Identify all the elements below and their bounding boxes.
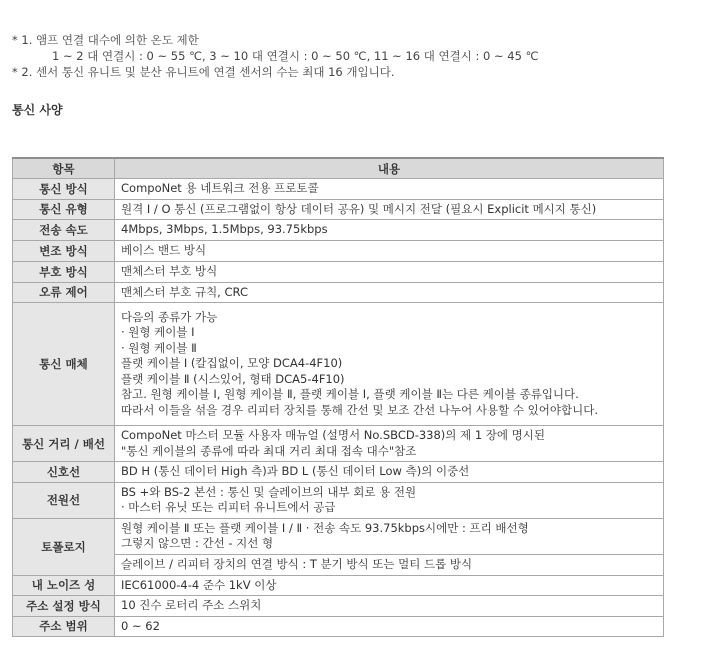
table-row (13, 596, 664, 617)
row-value (115, 554, 664, 575)
value-line: 슬레이브 / 리피터 장치의 연결 방식 : T 분기 방식 또는 멀티 드롭 방식 (121, 556, 473, 571)
value-line: BD H (통신 데이터 High 측)과 BD L (통신 데이터 Low 측)의 이중선 (121, 464, 470, 478)
value-line: CompoNet 마스터 모듈 사용자 매뉴얼 (설명서 No.SBCD-338)의 제 1 장에 명시된 (121, 428, 545, 442)
row-value (115, 462, 664, 483)
row-label: 내 노이즈 성 (13, 575, 115, 596)
row-label: 통신 방식 (13, 179, 115, 200)
row-label: 변조 방식 (13, 240, 115, 261)
table-row (13, 199, 664, 220)
table-row (13, 240, 664, 261)
table-row (13, 426, 664, 462)
value-line: 다음의 종류가 가능 (121, 309, 218, 324)
row-value (115, 596, 664, 617)
value-line: 맨체스터 부호 규칙, CRC (121, 284, 248, 299)
row-label: 통신 거리 / 배선 (13, 426, 115, 462)
header-item: 항목 (13, 158, 115, 179)
table-row (13, 261, 664, 282)
row-value (115, 426, 664, 462)
value-line: 맨체스터 부호 방식 (121, 263, 218, 278)
note-2: * 2. 센서 통신 유니트 및 분산 유니트에 연결 센서의 수는 최대 16 개입니다. (12, 65, 395, 79)
row-label: 부호 방식 (13, 261, 115, 282)
table-row (13, 616, 664, 637)
value-line: · 원형 케이블 Ⅰ (121, 325, 195, 340)
note-1-detail: 1 ~ 2 대 연결시 : 0 ~ 55 ℃, 3 ~ 10 대 연결시 : 0 ~ 50 ℃, 11 ~ 16 대 연결시 : 0 ~ 45 ℃ (52, 49, 539, 63)
value-line: 참고. 원형 케이블 Ⅰ, 원형 케이블 Ⅱ, 플랫 케이블 Ⅰ, 플랫 케이블 Ⅱ는 다른 케이블 종류입니다. (121, 387, 579, 402)
row-value (115, 482, 664, 518)
value-line: 그렇지 않으면 : 간선 - 지선 형 (121, 536, 274, 550)
table-row (13, 179, 664, 200)
section-title: 통신 사양 (12, 103, 63, 117)
row-label: 오류 제어 (13, 282, 115, 303)
table-row (13, 220, 664, 241)
row-value (115, 220, 664, 241)
row-value (115, 303, 664, 426)
row-value (115, 616, 664, 637)
value-line: 따라서 이들을 섞을 경우 리피터 장치를 통해 간선 및 보조 간선 나누어 사용할 수 있어야합니다. (121, 402, 598, 417)
row-label: 통신 매체 (13, 303, 115, 426)
value-line: · 마스터 유닛 또는 리피터 유니트에서 공급 (121, 500, 336, 514)
row-value (115, 199, 664, 220)
table-body (13, 179, 664, 637)
row-label: 전송 속도 (13, 220, 115, 241)
row-value (115, 240, 664, 261)
row-label: 토폴로지 (13, 518, 115, 575)
footnotes (12, 32, 539, 80)
table-row (13, 518, 664, 554)
value-line: 원형 케이블 Ⅱ 또는 플랫 케이블 Ⅰ / Ⅱ · 전송 속도 93.75kbps시에만 : 프리 배선형 (121, 520, 529, 535)
value-line: · 원형 케이블 Ⅱ (121, 340, 197, 355)
row-label: 주소 설정 방식 (13, 596, 115, 617)
value-line: 4Mbps, 3Mbps, 1.5Mbps, 93.75kbps (121, 222, 328, 236)
table-row (13, 482, 664, 518)
table-row (13, 282, 664, 303)
value-line: 10 진수 로터리 주소 스위치 (121, 598, 262, 612)
row-value (115, 261, 664, 282)
row-label: 통신 유형 (13, 199, 115, 220)
header-content: 내용 (115, 158, 664, 179)
value-line: "통신 케이블의 종류에 따라 최대 거리 최대 접속 대수"참조 (121, 443, 417, 458)
row-label: 전원선 (13, 482, 115, 518)
row-value (115, 575, 664, 596)
table-row (13, 303, 664, 426)
table-header-row (13, 158, 664, 179)
table-row (13, 575, 664, 596)
row-value (115, 282, 664, 303)
value-line: 베이스 밴드 방식 (121, 242, 207, 257)
value-line: 0 ~ 62 (121, 618, 160, 633)
value-line: 플랫 케이블 Ⅰ (칼집없이, 모양 DCA4-4F10) (121, 356, 343, 371)
row-value (115, 179, 664, 200)
note-1: * 1. 앰프 연결 대수에 의한 온도 제한 (12, 33, 199, 47)
table-row (13, 462, 664, 483)
row-label: 주소 범위 (13, 616, 115, 637)
value-line: CompoNet 용 네트워크 전용 프로토콜 (121, 181, 319, 195)
value-line: 원격 I / O 통신 (프로그램없이 항상 데이터 공유) 및 메시지 전달 (필요시 Explicit 메시지 통신) (121, 201, 597, 216)
spec-table (12, 157, 664, 637)
value-line: IEC61000-4-4 준수 1kV 이상 (121, 577, 277, 592)
value-line: 플랫 케이블 Ⅱ (시스있어, 형태 DCA5-4F10) (121, 371, 345, 386)
row-value (115, 518, 664, 554)
row-label: 신호선 (13, 462, 115, 483)
value-line: BS +와 BS-2 본선 : 통신 및 슬레이브의 내부 회로 용 전원 (121, 484, 417, 499)
